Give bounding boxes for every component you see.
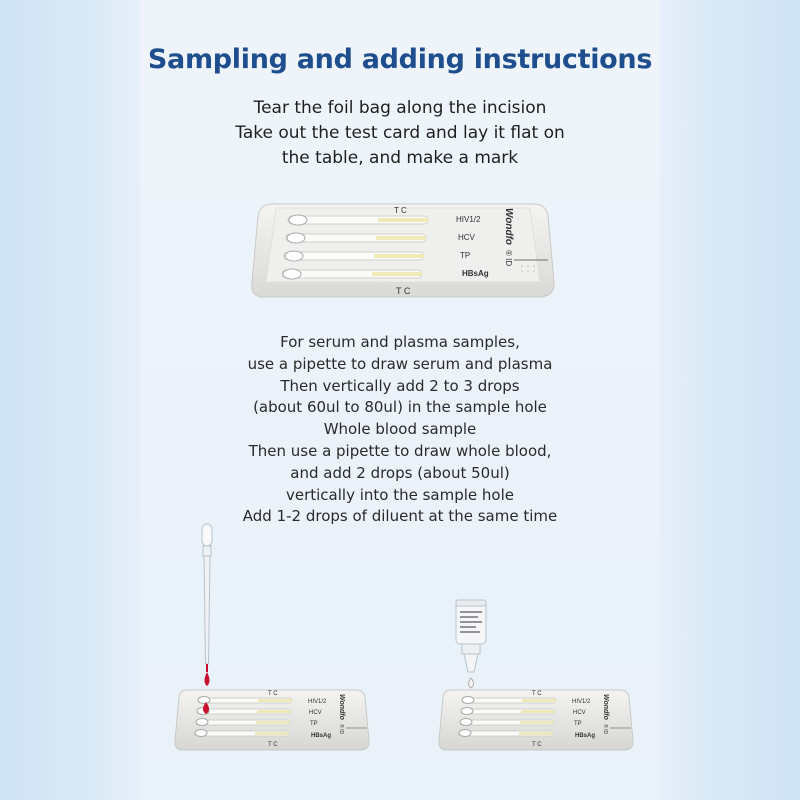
brand-logo: Wondfo bbox=[503, 208, 514, 246]
brand-suffix: ® ID bbox=[504, 250, 513, 267]
svg-text:T C: T C bbox=[268, 691, 278, 697]
svg-text:HIV1/2: HIV1/2 bbox=[308, 699, 327, 705]
svg-text:® ID: ® ID bbox=[602, 724, 608, 735]
marker-label: HIV1/2 bbox=[456, 215, 481, 224]
intro-line: Tear the foil bag along the incision bbox=[253, 98, 547, 118]
svg-text:T C: T C bbox=[532, 742, 542, 748]
instructions-text bbox=[0, 332, 800, 528]
intro-text bbox=[0, 96, 800, 171]
svg-text:HCV: HCV bbox=[309, 710, 322, 716]
svg-text:HIV1/2: HIV1/2 bbox=[572, 699, 591, 705]
svg-text:T C: T C bbox=[532, 691, 542, 697]
svg-text:HCV: HCV bbox=[573, 710, 586, 716]
intro-line: Take out the test card and lay it flat on bbox=[235, 123, 565, 143]
test-card-illustration bbox=[248, 198, 558, 304]
page-title: Sampling and adding instructions bbox=[147, 44, 653, 75]
svg-text:TP: TP bbox=[310, 721, 318, 727]
svg-text:Wondfo: Wondfo bbox=[602, 694, 609, 720]
instruction-line: Then use a pipette to draw whole blood, bbox=[248, 441, 552, 460]
instruction-line: For serum and plasma samples, bbox=[280, 333, 520, 351]
instruction-line: and add 2 drops (about 50ul) bbox=[290, 463, 510, 482]
instruction-line: Whole blood sample bbox=[323, 420, 477, 439]
tc-label-bottom: T C bbox=[396, 286, 411, 296]
instruction-line: Add 1-2 drops of diluent at the same time bbox=[242, 507, 558, 526]
marker-label: HBsAg bbox=[462, 269, 489, 278]
test-card-with-blood bbox=[172, 684, 372, 756]
tc-label-top: T C bbox=[394, 206, 407, 215]
diluent-bottle-icon bbox=[448, 598, 492, 690]
marker-label: HCV bbox=[458, 233, 475, 242]
svg-text:® ID: ® ID bbox=[338, 724, 344, 735]
instruction-line: (about 60ul to 80ul) in the sample hole bbox=[253, 398, 547, 417]
svg-text:TP: TP bbox=[574, 721, 582, 727]
marker-label: TP bbox=[460, 251, 471, 260]
instruction-line: Then vertically add 2 to 3 drops bbox=[280, 376, 520, 395]
svg-text:T C: T C bbox=[268, 742, 278, 748]
svg-text:HBsAg: HBsAg bbox=[311, 733, 332, 739]
instruction-line: use a pipette to draw serum and plasma bbox=[247, 354, 553, 373]
svg-text:Wondfo: Wondfo bbox=[338, 694, 345, 720]
svg-text:HBsAg: HBsAg bbox=[575, 733, 596, 739]
test-card-with-diluent bbox=[436, 684, 636, 756]
instruction-line: vertically into the sample hole bbox=[285, 485, 514, 504]
intro-line: the table, and make a mark bbox=[281, 148, 519, 168]
